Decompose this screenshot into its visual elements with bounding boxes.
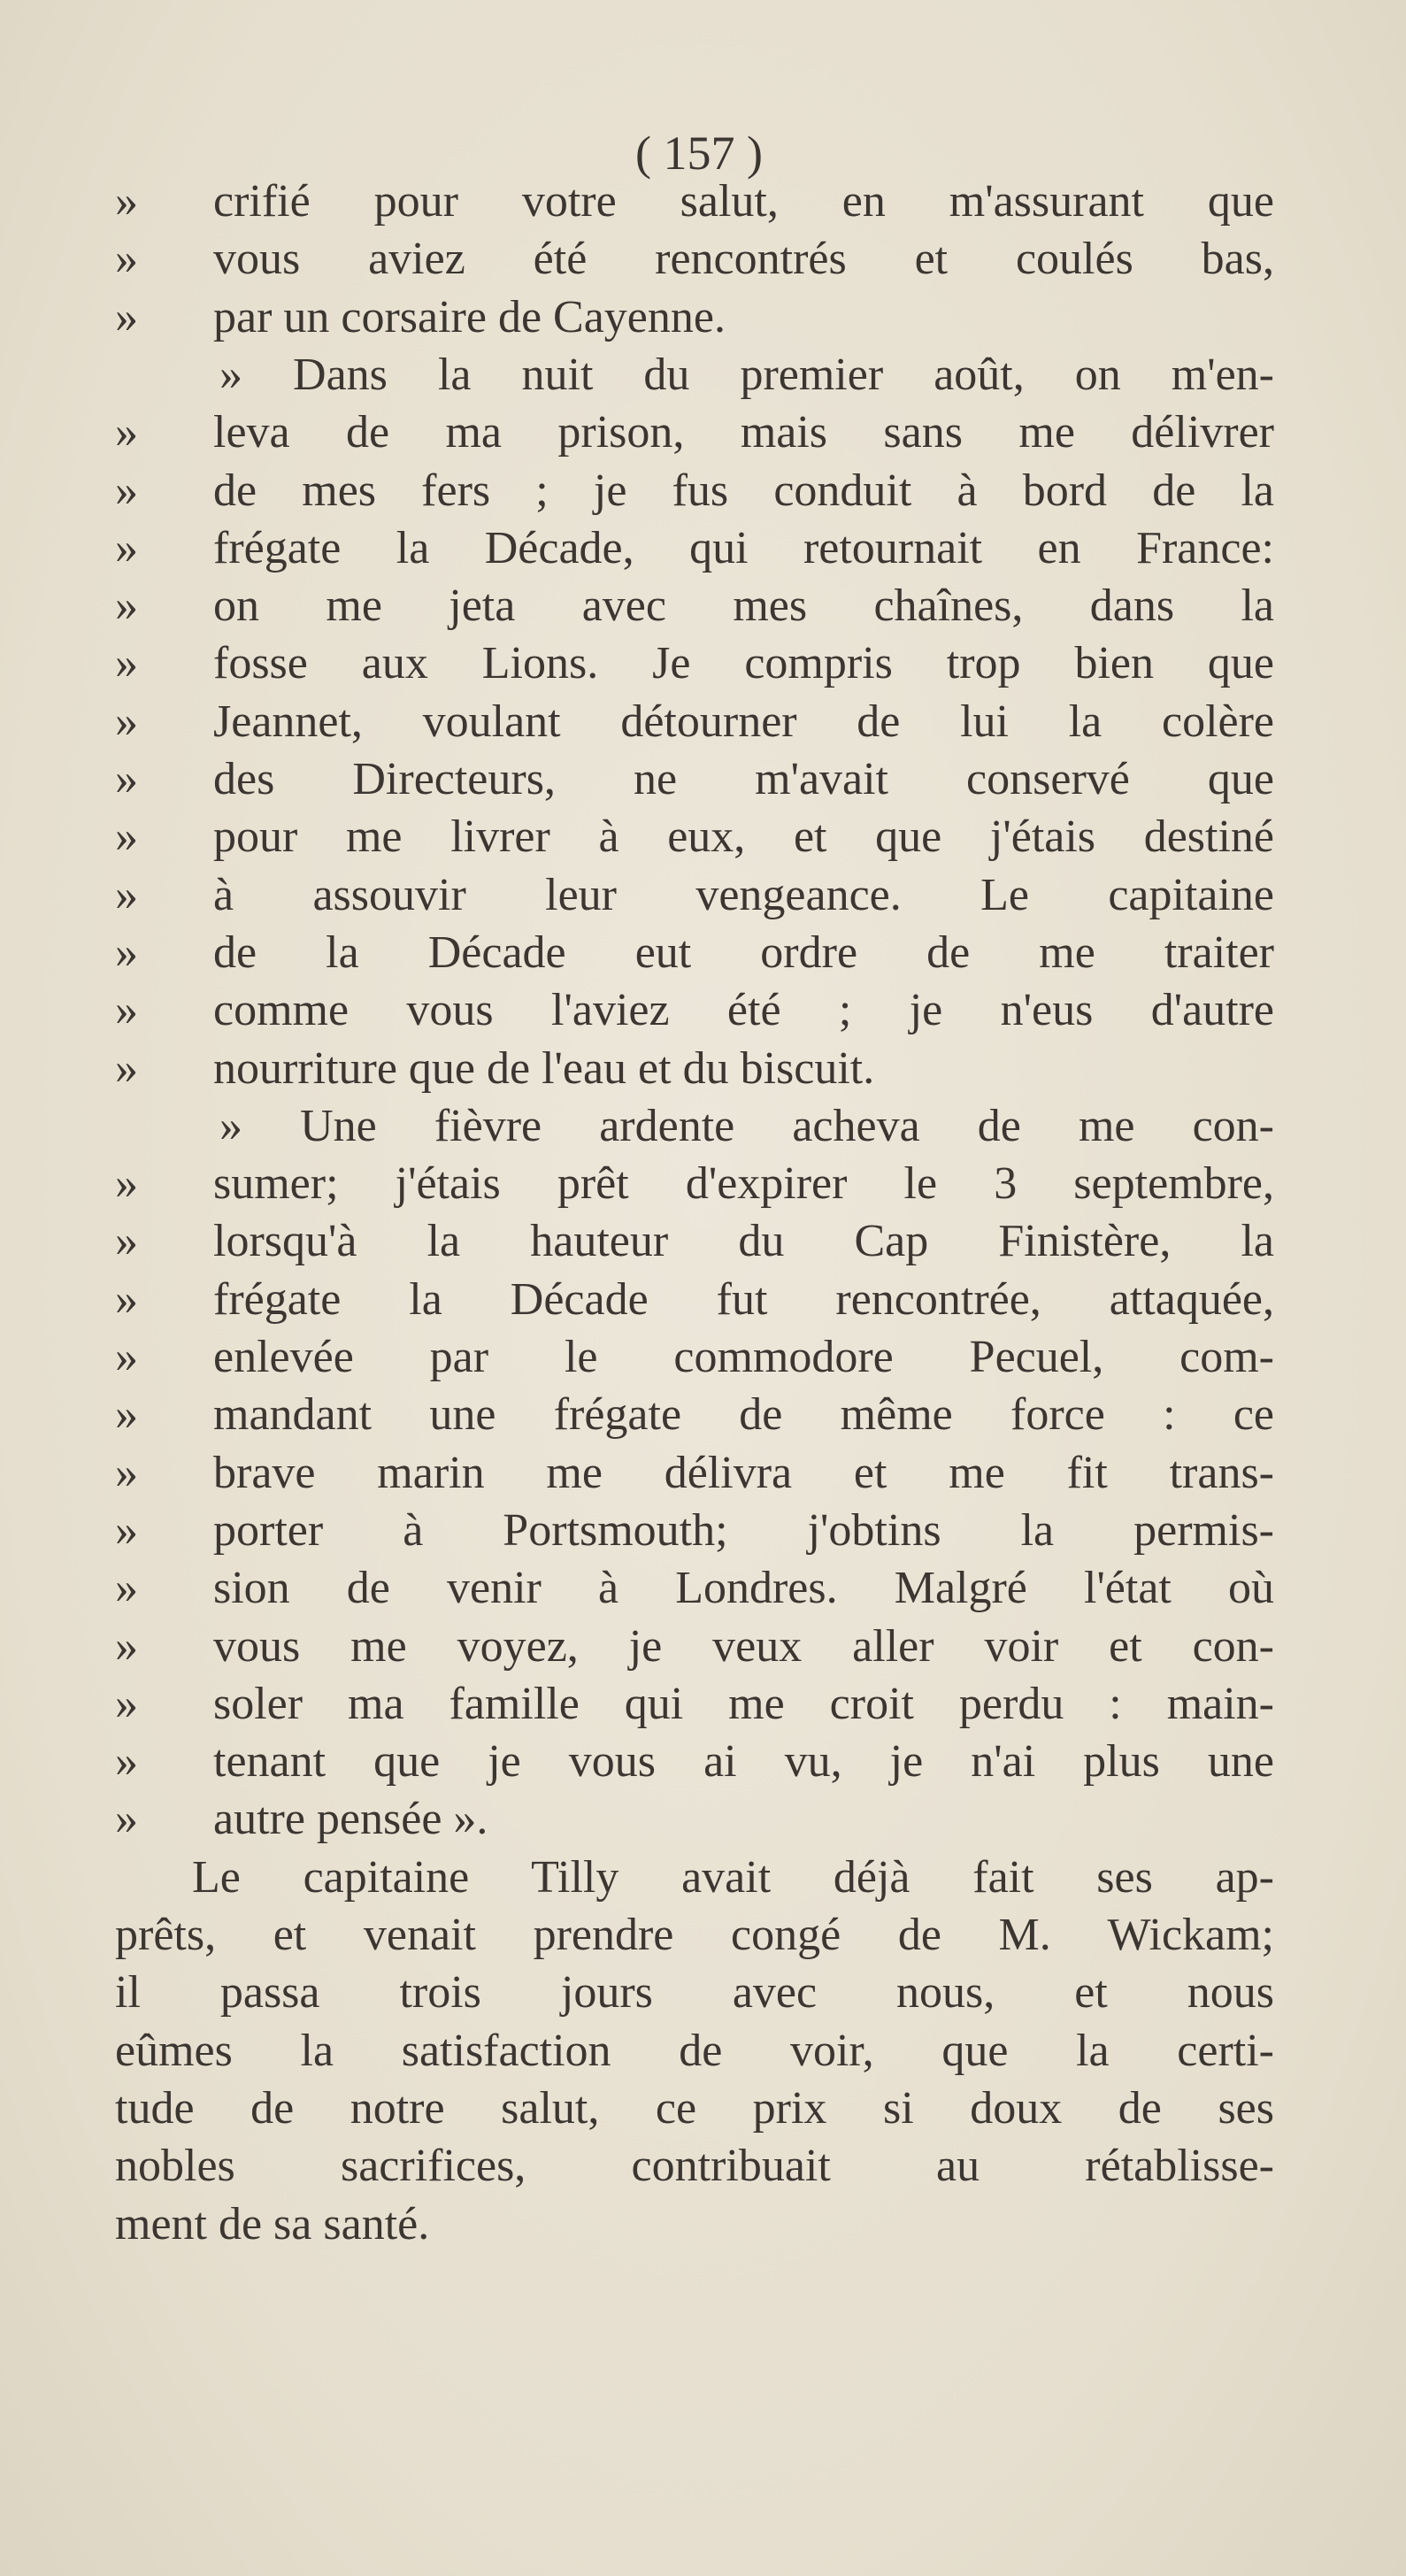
line-text: porter à Portsmouth; j'obtins la permis- <box>213 1504 1274 1556</box>
line-text: à assouvir leur vengeance. Le capitaine <box>213 869 1274 920</box>
line-text: mandant une frégate de même force : ce <box>213 1389 1274 1441</box>
quote-mark: » <box>115 754 138 804</box>
text-line <box>115 1964 1274 2022</box>
line-text: soler ma famille qui me croit perdu : main- <box>213 1678 1274 1729</box>
text-line <box>115 866 1274 925</box>
text-line <box>115 1271 1274 1329</box>
quote-mark: » <box>115 176 138 227</box>
line-text: nobles sacrifices, contribuait au rétablisse- <box>115 2141 1274 2192</box>
text-line <box>115 981 1274 1040</box>
line-text: sumer; j'étais prêt d'expirer le 3 septembre, <box>213 1158 1274 1210</box>
text-line <box>115 1906 1274 1965</box>
text-line <box>115 1386 1274 1444</box>
line-text: par un corsaire de Cayenne. <box>213 291 726 342</box>
text-line <box>115 288 1274 347</box>
text-line <box>115 1040 1274 1098</box>
text-line <box>115 519 1274 578</box>
quote-mark: » <box>115 407 138 458</box>
quote-mark: » <box>115 869 138 920</box>
text-line <box>115 1444 1274 1503</box>
line-text: frégate la Décade, qui retournait en France: <box>213 522 1274 573</box>
text-line <box>115 693 1274 751</box>
line-text: autre pensée ». <box>213 1794 488 1845</box>
quote-mark: » <box>115 1216 138 1267</box>
quote-mark: » <box>115 1447 138 1498</box>
text-line <box>115 1155 1274 1213</box>
quote-mark: » <box>115 985 138 1036</box>
line-text: leva de ma prison, mais sans me délivrer <box>213 407 1274 458</box>
line-text: vous me voyez, je veux aller voir et con- <box>213 1620 1274 1672</box>
text-line <box>115 924 1274 982</box>
line-text: lorsqu'à la hauteur du Cap Finistère, la <box>213 1216 1274 1267</box>
text-line <box>115 1733 1274 1791</box>
line-text: tude de notre salut, ce prix si doux de ses <box>115 2082 1274 2134</box>
text-line <box>115 1790 1274 1849</box>
line-text: » Une fièvre ardente acheva de me con- <box>219 1100 1274 1151</box>
quote-mark: » <box>115 522 138 573</box>
line-text: eûmes la satisfaction de voir, que la certi- <box>115 2025 1274 2076</box>
text-line <box>115 2195 1274 2254</box>
text-line <box>115 1559 1274 1618</box>
quote-mark: » <box>115 1563 138 1614</box>
text-line <box>115 577 1274 635</box>
quote-mark: » <box>115 1620 138 1672</box>
quote-mark: » <box>115 1273 138 1325</box>
text-line <box>115 1675 1274 1734</box>
text-line <box>115 230 1274 288</box>
line-text: Le capitaine Tilly avait déjà fait ses ap- <box>192 1851 1274 1903</box>
text-line <box>115 1212 1274 1271</box>
text-line <box>115 462 1274 520</box>
line-text: ment de sa santé. <box>115 2198 430 2249</box>
quote-mark: » <box>115 234 138 285</box>
text-line <box>115 1328 1274 1387</box>
quote-mark: » <box>115 927 138 978</box>
line-text: de mes fers ; je fus conduit à bord de la <box>213 465 1274 516</box>
quote-mark: » <box>115 1794 138 1845</box>
text-line <box>115 2080 1274 2138</box>
quote-mark: » <box>115 811 138 863</box>
quote-mark: » <box>115 291 138 342</box>
text-line <box>115 1502 1274 1560</box>
text-line <box>115 173 1274 231</box>
text-line <box>115 1849 1274 1907</box>
line-text: on me jeta avec mes chaînes, dans la <box>213 581 1274 632</box>
line-text: tenant que je vous ai vu, je n'ai plus une <box>213 1736 1274 1788</box>
quote-mark: » <box>115 581 138 632</box>
line-text: il passa trois jours avec nous, et nous <box>115 1967 1274 2019</box>
text-line <box>115 2137 1274 2195</box>
quote-mark: » <box>115 1042 138 1094</box>
quote-mark: » <box>115 1736 138 1788</box>
text-line <box>115 2022 1274 2080</box>
text-line <box>115 808 1274 866</box>
line-text: de la Décade eut ordre de me traiter <box>213 927 1274 978</box>
quote-mark: » <box>115 1389 138 1441</box>
quote-mark: » <box>115 1332 138 1382</box>
line-text: brave marin me délivra et me fit trans- <box>213 1447 1274 1498</box>
line-text: comme vous l'aviez été ; je n'eus d'autre <box>213 985 1274 1036</box>
quote-mark: » <box>115 638 138 689</box>
line-text: Jeannet, voulant détourner de lui la colère <box>213 696 1274 747</box>
line-text: des Directeurs, ne m'avait conservé que <box>213 754 1274 804</box>
line-text: frégate la Décade fut rencontrée, attaquée, <box>213 1273 1274 1325</box>
line-text: fosse aux Lions. Je compris trop bien que <box>213 638 1274 689</box>
quote-mark: » <box>115 1678 138 1729</box>
line-text: » Dans la nuit du premier août, on m'en- <box>219 349 1274 400</box>
quote-mark: » <box>115 696 138 747</box>
page-number: ( 157 ) <box>635 127 763 180</box>
line-text: prêts, et venait prendre congé de M. Wickam; <box>115 1910 1274 1960</box>
text-line <box>115 1097 1274 1156</box>
line-text: enlevée par le commodore Pecuel, com- <box>213 1332 1274 1382</box>
quote-mark: » <box>115 465 138 516</box>
line-text: crifié pour votre salut, en m'assurant que <box>213 176 1274 227</box>
text-line <box>115 1618 1274 1676</box>
line-text: pour me livrer à eux, et que j'étais destiné <box>213 811 1274 863</box>
text-line <box>115 346 1274 404</box>
quote-mark: » <box>115 1158 138 1210</box>
text-line <box>115 750 1274 809</box>
text-line <box>115 634 1274 693</box>
line-text: nourriture que de l'eau et du biscuit. <box>213 1042 875 1094</box>
quote-mark: » <box>115 1504 138 1556</box>
text-line <box>115 404 1274 462</box>
line-text: sion de venir à Londres. Malgré l'état où <box>213 1563 1274 1614</box>
line-text: vous aviez été rencontrés et coulés bas, <box>213 234 1274 285</box>
